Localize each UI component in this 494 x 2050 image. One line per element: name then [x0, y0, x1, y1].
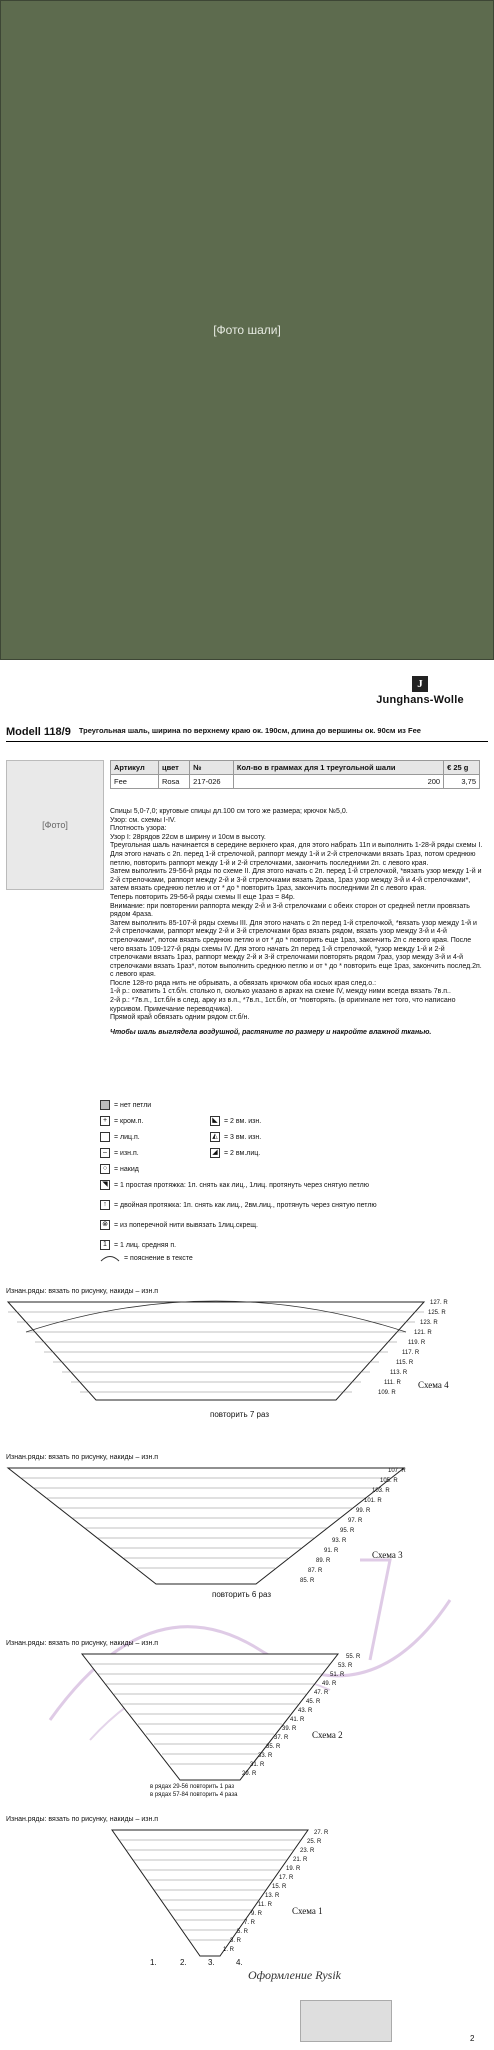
row-label: 33. R — [258, 1753, 273, 1759]
row-label: 21. R — [293, 1857, 308, 1863]
instruction-line: Затем выполнить 85-107-й ряды схемы III. Для этого начать с 2п перед 1-й стрелочкой, *вязать узор между 1-й и 2-й стрелочками, раппорт между 2-й и 3-й стрелочками 6раз вязать рядом, вязать узор между 3-й и 4-й стрелочками*, потом вязать среднюю петлю и от * до * повторить еще 1раз, закончить 2п с левого края. После чего вязать 109-127-й ряды схемы IV. Для этого начать 2п перед 1-й стрелочкой, *узор между 1-й и 2-й стрелочками вязать 1раз, раппорт между 2-й и 3-й стрелочками повторять рядом 7раз, узор между 3-й и 4-й стрелочками вязать 1раз*, потом выполнить среднюю петлю и от * до * повторить еще 1раз, закончить послед.2п. с левого края. — [110, 919, 482, 979]
scheme-2-repeat-b: в рядах 57-84 повторить 4 раза — [150, 1792, 238, 1798]
instruction-line: Затем выполнить 29-56-й ряды по схеме II. Для этого начать с 2п. перед 1-й стрелочкой, *вязать узор между 1-й и 2-й стрелочками, раппорт между 2-й и 3-й стрелочками вязать 2раза, 1раз узор между 3-й и 4-й стрелочками*, затем вязать среднюю петлю и от * до * повторить 1раз, закончить последними 2п с левого края. — [110, 868, 482, 893]
col-quantity: Кол-во в граммах для 1 треугольной шали — [233, 761, 443, 775]
row-label: 97. R — [348, 1518, 363, 1524]
table-row — [111, 775, 480, 789]
instruction-line: Треугольная шаль начинается в середине верхнего края, для этого набрать 11п и выполнить 1-28-й ряды схемы I. Для этого начать с 2п. перед 1-й стрелочкой, раппорт между 1-й и 2-й стрелочками вязать 1раз, потом среднюю петлю, повторить раппорт между 1-й и 2-й стрелочками, закончить последними 2п. с левого края. — [110, 842, 483, 867]
row-label: 117. R — [402, 1350, 420, 1356]
instruction-line: Теперь повторить 29-56-й ряды схемы II еще 1раз = 84р. — [110, 893, 295, 901]
instruction-line: 2-й р.: *7в.п., 1ст.б/н в след. арку из в.п., *7в.п., 1ст.б/н, от *повторять. (в оригинале нет того, что написано курсивом. Примечание переводчика). — [110, 997, 456, 1013]
legend-k2tog-knit: ◢ = 2 вм.лиц. — [210, 1148, 260, 1158]
cell-color: Rosa — [158, 775, 189, 789]
row-label: 27. R — [314, 1830, 329, 1836]
scheme-4-grid — [6, 1300, 426, 1410]
scheme-1-chart — [110, 1828, 310, 1958]
edge-stitch-symbol: + — [100, 1116, 110, 1126]
row-label: 85. R — [300, 1578, 315, 1584]
yarn-over-symbol: ○ — [100, 1164, 110, 1174]
row-label: 31. R — [250, 1762, 265, 1768]
instruction-line: Узор: см. схемы I-IV. — [110, 816, 176, 824]
purl-rows-note: Изнан.ряды: вязать по рисунку, накиды – изн.п — [6, 1816, 159, 1823]
yarn-table — [110, 760, 480, 789]
cell-quantity: 200 — [233, 775, 443, 789]
scheme-4-chart — [6, 1300, 426, 1410]
legend-k2tog-purl: ◣ = 2 вм. изн. — [210, 1116, 261, 1126]
row-label: 49. R — [322, 1681, 337, 1687]
legend-double-decrease: ↑ = двойная протяжка: 1п. снять как лиц., 2вм.лиц., протянуть через снятую петлю — [100, 1200, 377, 1210]
signature: Оформление Rysik — [248, 1968, 341, 1982]
purl-rows-note: Изнан.ряды: вязать по рисунку, накиды – изн.п — [6, 1454, 159, 1461]
row-label: 7. R — [244, 1920, 256, 1926]
row-label: 11. R — [258, 1902, 272, 1908]
row-label: 115. R — [396, 1360, 414, 1366]
instruction-line: Спицы 5,0-7,0; круговые спицы дл.100 см того же размера; крючок №5,0. — [110, 808, 348, 815]
scheme-1-title: Схема 1 — [292, 1906, 323, 1916]
k2tog-purl-symbol: ◣ — [210, 1116, 220, 1126]
row-label: 55. R — [346, 1654, 361, 1660]
legend-explanation: = пояснение в тексте — [100, 1254, 193, 1262]
row-label: 35. R — [266, 1744, 281, 1750]
model-header — [6, 726, 488, 742]
scheme-3-grid — [6, 1466, 406, 1586]
scheme-2-title: Схема 2 — [312, 1730, 343, 1740]
row-label: 51. R — [330, 1672, 345, 1678]
row-label: 53. R — [338, 1663, 353, 1669]
cell-price: 3,75 — [444, 775, 480, 789]
row-label: 43. R — [298, 1708, 313, 1714]
increase-symbol: ⊗ — [100, 1220, 110, 1230]
arrow-label-4: 4. — [236, 1958, 243, 1967]
instruction-line: Прямой край обвязать одним рядом ст.б/н. — [110, 1014, 250, 1022]
model-thumbnail: [Фото] — [6, 760, 104, 890]
scheme-3-chart — [6, 1466, 406, 1586]
legend-center: 1 = 1 лиц. средняя п. — [100, 1240, 176, 1250]
no-stitch-symbol — [100, 1100, 110, 1110]
col-number: № — [190, 761, 234, 775]
instruction-line: После 128-го ряда нить не обрывать, а обвязать крючком оба косых края след.о.: — [110, 979, 377, 987]
instructions — [110, 808, 484, 1037]
legend-yo: ○ = накид — [100, 1164, 139, 1174]
instruction-line: Узор I: 28рядов 22см в ширину и 10см в высоту. — [110, 833, 266, 841]
col-price: € 25 g — [444, 761, 480, 775]
legend-no-stitch: = нет петли — [100, 1100, 151, 1110]
arrow-label-3: 3. — [208, 1958, 215, 1967]
row-label: 105. R — [380, 1478, 398, 1484]
single-decrease-symbol: ◥ — [100, 1180, 110, 1190]
brand-name: Junghans-Wolle — [376, 694, 464, 706]
shawl-photo: [Фото шали] — [0, 0, 494, 660]
row-label: 89. R — [316, 1558, 331, 1564]
k2tog-knit-symbol: ◢ — [210, 1148, 220, 1158]
row-label: 127. R — [430, 1300, 448, 1306]
row-label: 87. R — [308, 1568, 323, 1574]
row-label: 17. R — [279, 1875, 294, 1881]
knit-symbol — [100, 1132, 110, 1142]
logo-mark: J — [412, 676, 428, 692]
k3tog-symbol: ◭ — [210, 1132, 220, 1142]
final-note: Чтобы шаль выглядела воздушной, растяните по размеру и накройте влажной тканью. — [110, 1028, 432, 1036]
row-label: 39. R — [282, 1726, 297, 1732]
row-label: 123. R — [420, 1320, 438, 1326]
row-label: 101. R — [364, 1498, 382, 1504]
model-description: Треугольная шаль, ширина по верхнему краю ок. 190см, длина до вершины ок. 90см из Fee — [78, 726, 421, 735]
legend-knit: = лиц.п. — [100, 1132, 140, 1142]
legend-edge: + = кром.п. — [100, 1116, 143, 1126]
instruction-line: 1-й р.: охватить 1 ст.б/н. столько п, сколько указано в арках на схеме IV, между ними всегда вязать 7в.п.. — [110, 988, 451, 996]
scheme-2-repeat-a: в рядах 29-56 повторить 1 раз — [150, 1784, 235, 1790]
instruction-line: Внимание: при повторении раппорта между 2-й и 3-й стрелочками с обеих сторон от средней петли провязать рядом 4раза. — [110, 902, 470, 919]
row-label: 41. R — [290, 1717, 305, 1723]
row-label: 47. R — [314, 1690, 329, 1696]
scheme-4-title: Схема 4 — [418, 1380, 449, 1390]
row-label: 37. R — [274, 1735, 289, 1741]
row-label: 15. R — [272, 1884, 287, 1890]
legend-k3tog: ◭ = 3 вм. изн. — [210, 1132, 261, 1142]
row-label: 9. R — [251, 1911, 263, 1917]
row-label: 91. R — [324, 1548, 339, 1554]
shawl-thumbnail — [300, 2000, 392, 2042]
row-label: 119. R — [408, 1340, 426, 1346]
col-color: цвет — [158, 761, 189, 775]
row-label: 109. R — [378, 1390, 396, 1396]
cell-number: 217-026 — [190, 775, 234, 789]
purl-rows-note: Изнан.ряды: вязать по рисунку, накиды – изн.п — [6, 1640, 159, 1647]
cell-article: Fee — [111, 775, 159, 789]
brand-logo — [360, 676, 480, 706]
row-label: 23. R — [300, 1848, 315, 1854]
scheme-3-title: Схема 3 — [372, 1550, 403, 1560]
row-label: 111. R — [384, 1380, 401, 1386]
row-label: 107. R — [388, 1468, 406, 1474]
scheme-3-repeat: повторить 6 раз — [212, 1590, 271, 1599]
scheme-1-grid — [110, 1828, 310, 1958]
row-label: 99. R — [356, 1508, 371, 1514]
center-stitch-symbol: 1 — [100, 1240, 110, 1250]
row-label: 13. R — [265, 1893, 280, 1899]
purl-rows-note: Изнан.ряды: вязать по рисунку, накиды – изн.п — [6, 1288, 159, 1295]
arrow-label-2: 2. — [180, 1958, 187, 1967]
row-label: 95. R — [340, 1528, 355, 1534]
legend-increase: ⊗ = из поперечной нити вывязать 1лиц.скрещ. — [100, 1220, 258, 1230]
double-decrease-symbol: ↑ — [100, 1200, 110, 1210]
row-label: 1. R — [223, 1947, 235, 1953]
model-number: Modell 118/9 — [6, 726, 71, 738]
row-label: 125. R — [428, 1310, 446, 1316]
scheme-4-repeat: повторить 7 раз — [210, 1410, 269, 1419]
row-label: 93. R — [332, 1538, 347, 1544]
row-label: 113. R — [390, 1370, 408, 1376]
col-article: Артикул — [111, 761, 159, 775]
row-label: 5. R — [237, 1929, 249, 1935]
instruction-line: Плотность узора: — [110, 825, 167, 833]
row-label: 29. R — [242, 1771, 257, 1777]
purl-symbol: – — [100, 1148, 110, 1158]
row-label: 45. R — [306, 1699, 321, 1705]
arc-symbol — [100, 1254, 120, 1262]
row-label: 103. R — [372, 1488, 390, 1494]
row-label: 121. R — [414, 1330, 432, 1336]
row-label: 19. R — [286, 1866, 301, 1872]
row-label: 25. R — [307, 1839, 322, 1845]
row-label: 3. R — [230, 1938, 242, 1944]
legend-purl: – = изн.п. — [100, 1148, 139, 1158]
page-number: 2 — [470, 2034, 475, 2043]
arrow-label-1: 1. — [150, 1958, 157, 1967]
legend-single-decrease: ◥ = 1 простая протяжка: 1п. снять как лиц., 1лиц. протянуть через снятую петлю — [100, 1180, 369, 1190]
